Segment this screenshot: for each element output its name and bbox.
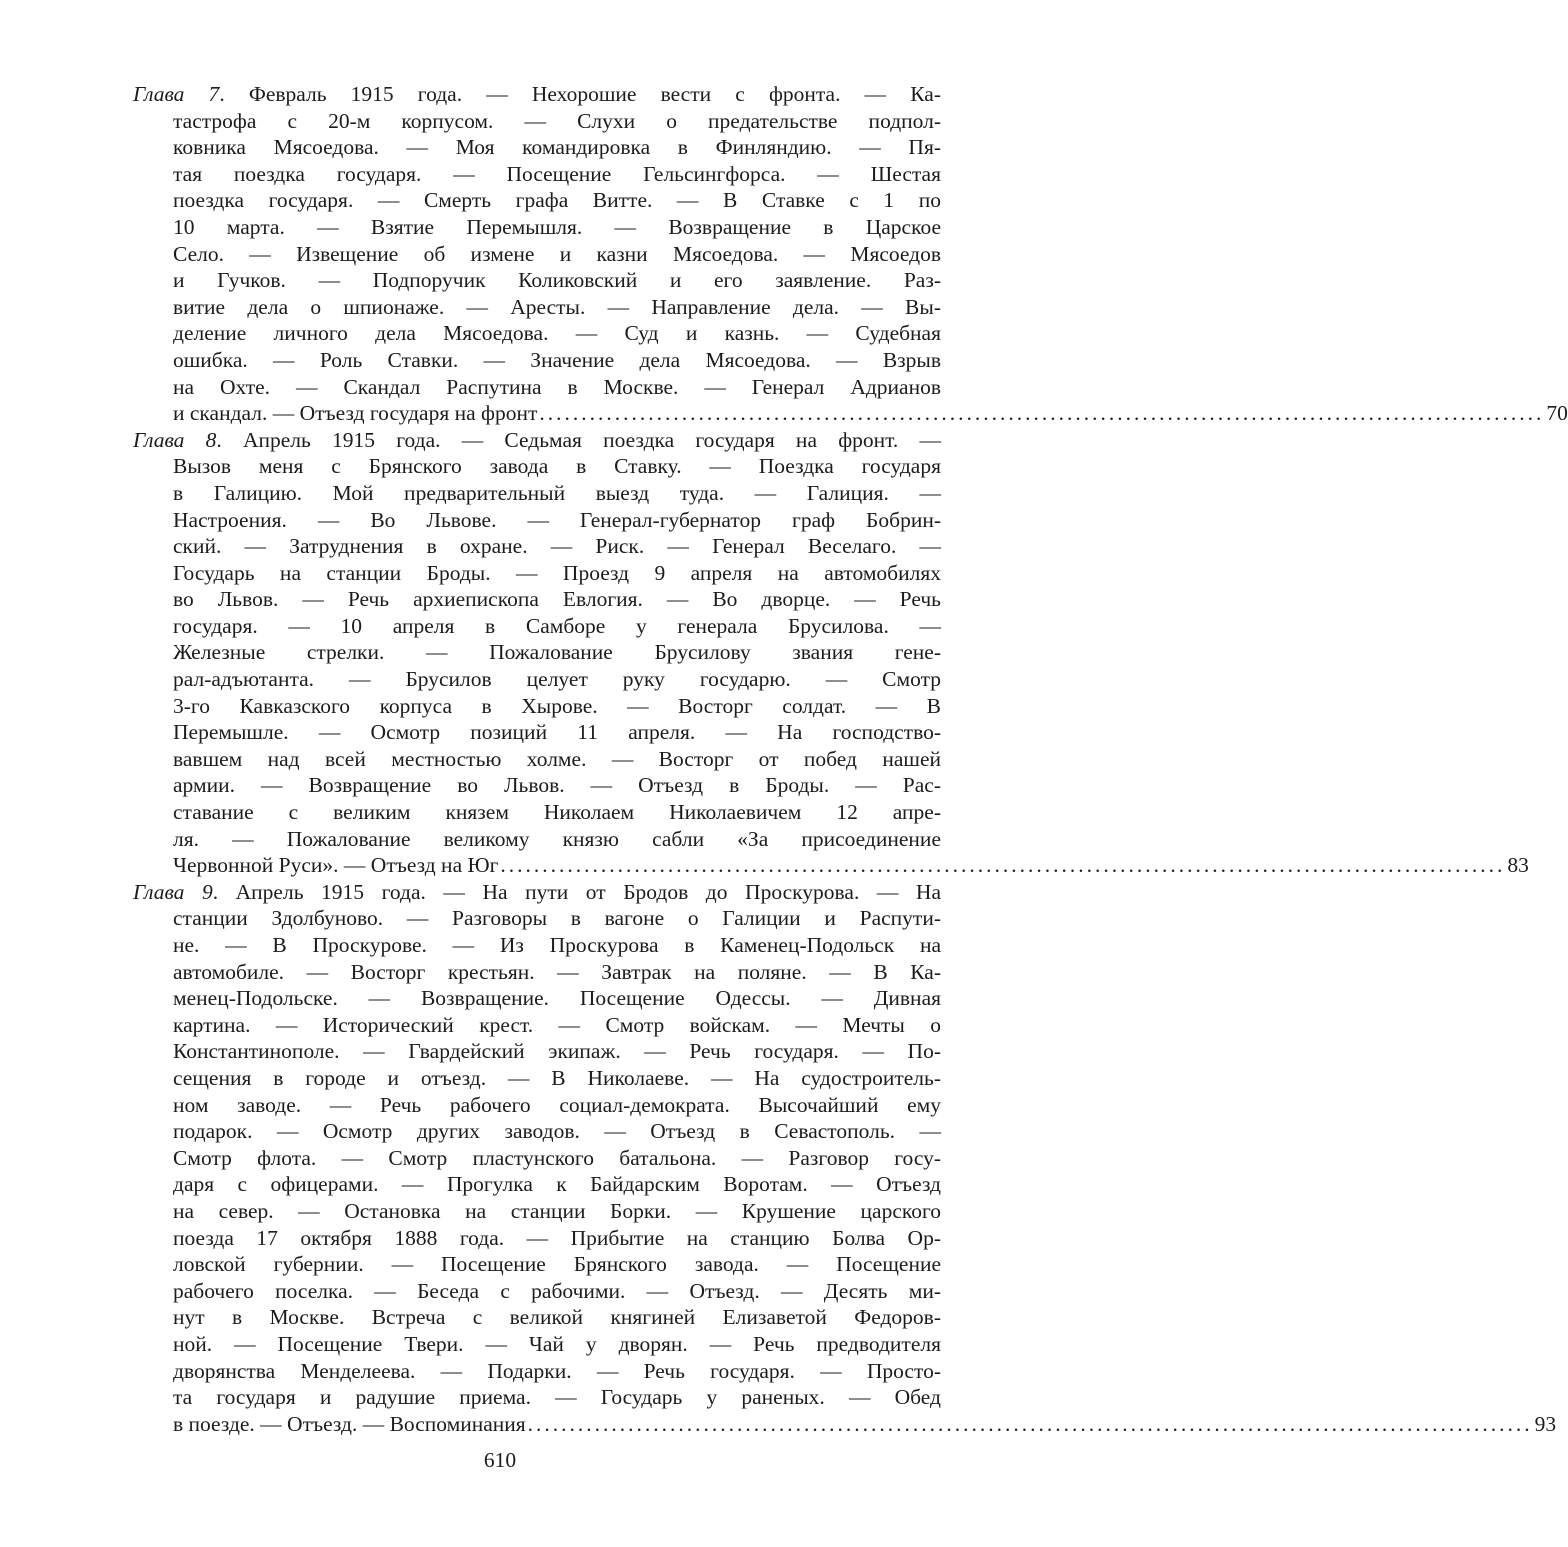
toc-entry-line [133, 453, 941, 480]
toc-entry-text: ной. — Посещение Твери. — Чай у дворян. — Речь предводителя [173, 1331, 941, 1356]
toc-entry-line [133, 214, 941, 241]
toc-entry-text: не. — В Проскурове. — Из Проскурова в Каменец-Подольск на [173, 933, 941, 957]
chapter-label: Глава 7 [133, 82, 220, 106]
toc-entry-line [133, 772, 941, 799]
toc-entry-line [133, 826, 941, 853]
toc-entry-text: ловской губернии. — Посещение Брянского завода. — Посещение [173, 1252, 941, 1277]
toc-entry-text: в поезде. — Отъезд. — Воспоминания [173, 1411, 526, 1436]
toc-entry-line [133, 985, 941, 1012]
toc-entry-text: . Апрель 1915 года. — Седьмая поездка государя на фронт. — [216, 427, 941, 452]
toc-entry-text: Константинополе. — Гвардейский экипаж. — Речь государя. — По- [173, 1039, 941, 1064]
toc-entry-text: та государя и радушие приема. — Государь у раненых. — Обед [173, 1385, 941, 1410]
toc-entry-text: государя. — 10 апреля в Самборе у генерала Брусилова. — [173, 613, 941, 638]
toc-entry-text: ля. — Пожалование великому князю сабли «За присоединение [173, 826, 941, 851]
toc-entry-line [133, 294, 941, 321]
toc-entry-line [133, 1145, 941, 1172]
toc-entry-line [133, 187, 941, 214]
toc-entry-line [133, 1092, 941, 1119]
toc-entry-text: ошибка. — Роль Ставки. — Значение дела Мясоедова. — Взрыв [173, 347, 941, 372]
toc-entry [133, 81, 1568, 427]
dot-leader: ........................................................................................................................ [527, 1411, 1533, 1436]
toc-entry-line [133, 1225, 941, 1252]
toc-entry-line [133, 320, 941, 347]
toc-entry-line [133, 959, 941, 986]
toc-entry-text: Государь на станции Броды. — Проезд 9 апреля на автомобилях [173, 560, 941, 585]
toc-entry-text: тая поездка государя. — Посещение Гельсингфорса. — Шестая [173, 161, 941, 186]
toc-entry-text: 3-го Кавказского корпуса в Хырове. — Восторг солдат. — В [173, 693, 941, 718]
toc-entry-line [133, 852, 1529, 879]
toc-page-number: 83 [1507, 853, 1529, 878]
toc-entry-text: подарок. — Осмотр других заводов. — Отъезд в Севастополь. — [173, 1119, 941, 1144]
dot-leader: ........................................................................................................................ [539, 401, 1545, 426]
toc-page-number: 93 [1534, 1411, 1557, 1436]
chapter-label: Глава 8 [133, 427, 217, 452]
toc-entry-line [133, 1065, 941, 1092]
toc-entry-text: ставание с великим князем Николаем Николаевичем 12 апре- [173, 800, 941, 825]
toc-entry-line [133, 108, 941, 135]
toc-entry-line [133, 1118, 941, 1145]
toc-entry-text: сещения в городе и отъезд. — В Николаеве. — На судостроитель- [173, 1065, 941, 1090]
toc-entry-line [133, 1012, 941, 1039]
toc-entry-line [133, 241, 941, 268]
toc-entry-text: рабочего поселка. — Беседа с рабочими. — Отъезд. — Десять ми- [173, 1278, 941, 1303]
toc-entry-text: Перемышле. — Осмотр позиций 11 апреля. — На господство- [173, 720, 941, 745]
dot-leader: ........................................................................................................................ [500, 853, 1506, 878]
toc-entry-text: даря с офицерами. — Прогулка к Байдарским Воротам. — Отъезд [173, 1172, 941, 1197]
toc-entry-text: нут в Москве. Встреча с великой княгиней Елизаветой Федоров- [173, 1305, 941, 1330]
toc-page-number: 70 [1546, 401, 1568, 426]
toc-entry-text: в Галицию. Мой предварительный выезд туда. — Галиция. — [173, 480, 941, 505]
toc-entry-text: автомобиле. — Восторг крестьян. — Завтрак на поляне. — В Ка- [173, 959, 941, 984]
toc-entry-line [133, 639, 941, 666]
table-of-contents [133, 81, 1568, 1437]
toc-entry-line [133, 1198, 941, 1225]
toc-entry-line [133, 1278, 941, 1305]
toc-entry-line [133, 347, 941, 374]
toc-entry-text: ном заводе. — Речь рабочего социал-демократа. Высочайший ему [173, 1092, 941, 1117]
toc-entry [133, 879, 1557, 1437]
toc-entry-line [133, 666, 941, 693]
toc-entry-text: поездка государя. — Смерть графа Витте. — В Ставке с 1 по [173, 188, 941, 213]
toc-entry-line [133, 1384, 941, 1411]
toc-entry-text: витие дела о шпионаже. — Аресты. — Направление дела. — Вы- [173, 294, 941, 319]
toc-entry-text: на север. — Остановка на станции Борки. — Крушение царского [173, 1198, 941, 1223]
toc-entry-line [133, 374, 941, 401]
toc-entry-text: поезда 17 октября 1888 года. — Прибытие на станцию Болва Ор- [173, 1225, 941, 1250]
toc-entry-line [133, 427, 941, 454]
toc-entry-text: Село. — Извещение об измене и казни Мясоедова. — Мясоедов [173, 241, 941, 266]
toc-entry-line [133, 799, 941, 826]
chapter-label: Глава 9 [133, 879, 213, 904]
toc-entry-text: ковника Мясоедова. — Моя командировка в Финляндию. — Пя- [173, 135, 941, 160]
toc-entry-line [133, 161, 941, 188]
toc-entry-text: и Гучков. — Подпоручик Коликовский и его заявление. Раз- [173, 268, 941, 293]
toc-entry-line [133, 533, 941, 560]
toc-entry-text: во Львов. — Речь архиепископа Евлогия. — Во дворце. — Речь [173, 587, 941, 612]
toc-entry-text: вавшем над всей местностью холме. — Восторг от побед нашей [173, 746, 941, 771]
toc-entry-line [133, 267, 941, 294]
toc-entry-text: Смотр флота. — Смотр пластунского батальона. — Разговор госу- [173, 1145, 941, 1170]
toc-entry-line [133, 719, 941, 746]
toc-entry-text: 10 марта. — Взятие Перемышля. — Возвращение в Царское [173, 214, 941, 239]
toc-entry-text: и скандал. — Отъезд государя на фронт [173, 401, 538, 426]
toc-entry-text: армии. — Возвращение во Львов. — Отъезд в Броды. — Рас- [173, 773, 941, 798]
toc-entry-text: рал-адъютанта. — Брусилов целует руку государю. — Смотр [173, 667, 941, 692]
toc-entry [133, 427, 1529, 879]
toc-entry-line [133, 1251, 941, 1278]
toc-entry-line [133, 1411, 1557, 1438]
toc-entry-line [133, 507, 941, 534]
toc-entry-line [133, 693, 941, 720]
toc-entry-text: . Апрель 1915 года. — На пути от Бродов до Проскурова. — На [212, 879, 941, 904]
toc-entry-line [133, 480, 941, 507]
toc-entry-text: ский. — Затруднения в охране. — Риск. — Генерал Веселаго. — [173, 534, 941, 559]
toc-entry-text: картина. — Исторический крест. — Смотр войскам. — Мечты о [173, 1012, 941, 1037]
toc-entry-line [133, 1038, 941, 1065]
toc-entry-text: менец-Подольске. — Возвращение. Посещение Одессы. — Дивная [173, 986, 941, 1011]
toc-entry-line [133, 81, 941, 108]
toc-entry-line [133, 746, 941, 773]
toc-entry-line [133, 134, 941, 161]
toc-entry-text: на Охте. — Скандал Распутина в Москве. — Генерал Адрианов [173, 374, 941, 399]
toc-entry-text: Железные стрелки. — Пожалование Брусилову звания гене- [173, 640, 941, 665]
toc-entry-line [133, 1171, 941, 1198]
toc-entry-line [133, 879, 941, 906]
toc-entry-text: деление личного дела Мясоедова. — Суд и казнь. — Судебная [173, 321, 941, 346]
toc-entry-line [133, 932, 941, 959]
toc-entry-text: тастрофа с 20-м корпусом. — Слухи о предательстве подпол- [173, 108, 941, 133]
toc-entry-line [133, 613, 941, 640]
toc-entry-line [133, 905, 941, 932]
toc-entry-text: . Февраль 1915 года. — Нехорошие вести с фронта. — Ка- [219, 82, 941, 106]
toc-entry-text: станции Здолбуново. — Разговоры в вагоне о Галиции и Распути- [173, 906, 941, 931]
toc-entry-line [133, 1358, 941, 1385]
toc-entry-text: дворянства Менделеева. — Подарки. — Речь государя. — Просто- [173, 1358, 941, 1383]
toc-entry-line [133, 1304, 941, 1331]
toc-entry-line [133, 560, 941, 587]
toc-entry-text: Червонной Руси». — Отъезд на Юг [173, 853, 499, 878]
toc-entry-line [133, 586, 941, 613]
page-number: 610 [483, 1448, 517, 1472]
toc-entry-text: Настроения. — Во Львове. — Генерал-губернатор граф Бобрин- [173, 507, 941, 532]
toc-entry-line [133, 1331, 941, 1358]
toc-entry-line [133, 400, 1568, 427]
toc-entry-text: Вызов меня с Брянского завода в Ставку. — Поездка государя [173, 454, 941, 479]
